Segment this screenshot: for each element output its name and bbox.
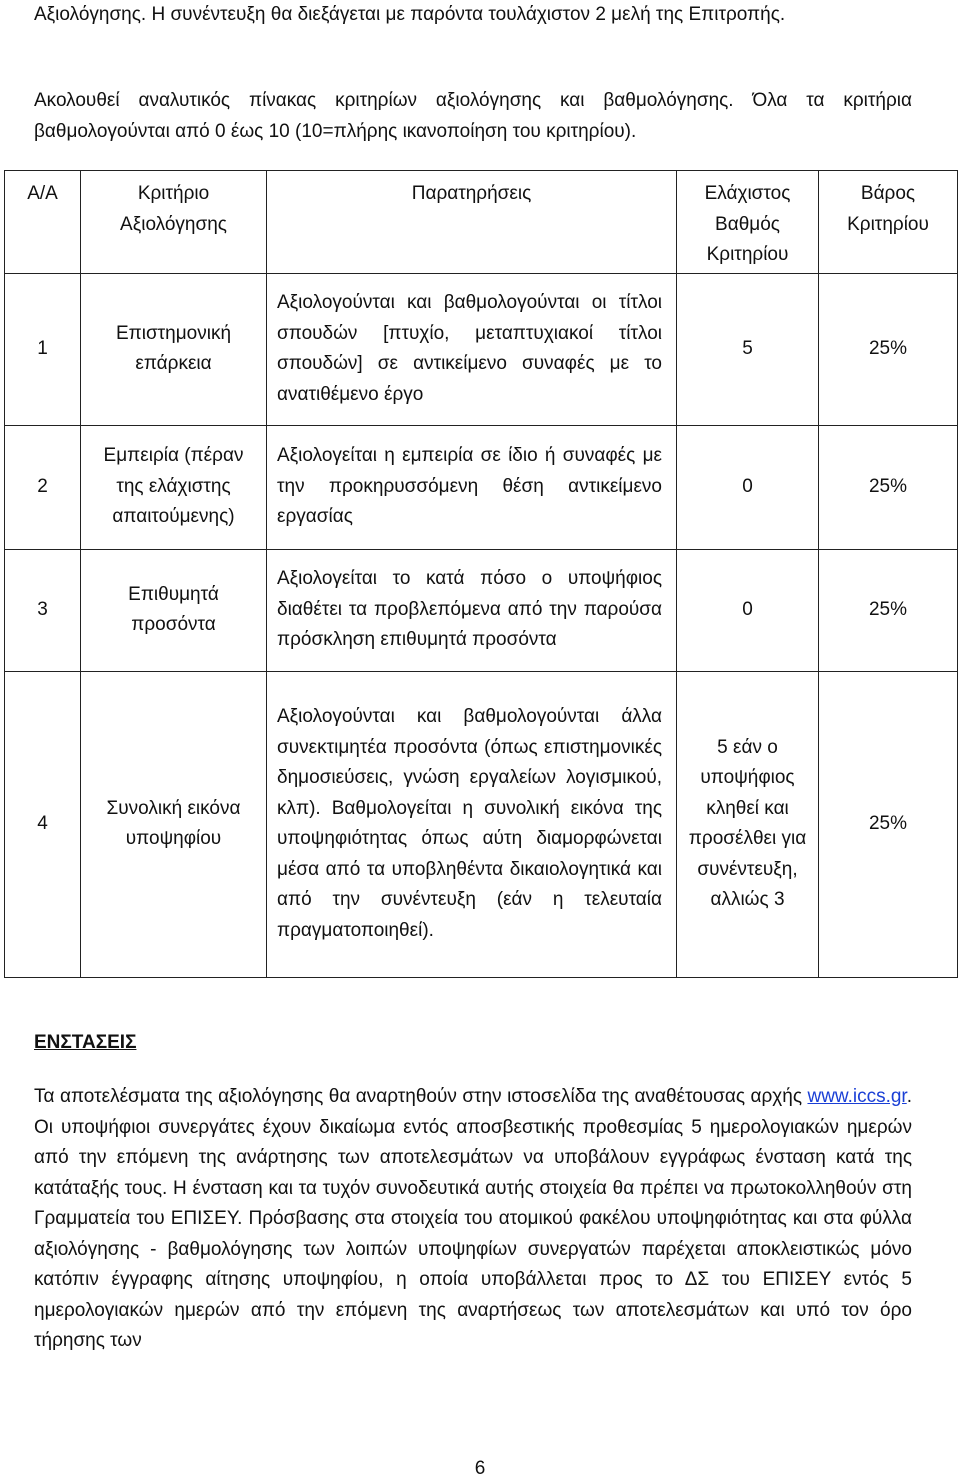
page-number: 6 — [474, 1458, 486, 1479]
row-weight: 25% — [819, 425, 958, 549]
row-min-score: 5 — [677, 273, 819, 425]
row-min-score: 0 — [677, 425, 819, 549]
row-weight: 25% — [819, 549, 958, 671]
table-row — [5, 425, 958, 549]
row-number: 3 — [5, 549, 81, 671]
row-number: 2 — [5, 425, 81, 549]
row-criterion: Εμπειρία (πέραν της ελάχιστης απαιτούμενης) — [81, 425, 267, 549]
objections-heading: ΕΝΣΤΑΣΕΙΣ — [34, 1032, 137, 1053]
row-notes: Αξιολογείται το κατά πόσο ο υποψήφιος διαθέτει τα προβλεπόμενα από την παρούσα πρόσκληση επιθυμητά προσόντα — [267, 549, 677, 671]
row-criterion: Επιθυμητά προσόντα — [81, 549, 267, 671]
intro-paragraph-1: Αξιολόγησης. Η συνέντευξη θα διεξάγεται με παρόντα τουλάχιστον 2 μελή της Επιτροπής. — [34, 4, 786, 25]
table-row — [5, 671, 958, 977]
row-notes: Αξιολογείται η εμπειρία σε ίδιο ή συναφές με την προκηρυσσόμενη θέση αντικείμενο εργασίας — [267, 425, 677, 549]
row-number: 1 — [5, 273, 81, 425]
iccs-website-link[interactable]: www.iccs.gr — [807, 1086, 907, 1107]
table-row — [5, 549, 958, 671]
criteria-table — [4, 170, 958, 978]
header-weight: Βάρος Κριτηρίου — [819, 171, 958, 274]
row-number: 4 — [5, 671, 81, 977]
objections-text-rest: . Οι υποψήφιοι συνεργάτες έχουν δικαίωμα εντός αποσβεστικής προθεσμίας 5 ημερολογιακών ημερών από την επόμενη της ανάρτησης των αποτελεσμάτων να υποβάλουν εγγράφως ένσταση κατά της κατάταξής τους. Η ένσταση και τα τυχόν συνοδευτικά αυτής στοιχεία θα πρέπει να πρωτοκολληθούν στη Γραμματεία του ΕΠΙΣΕΥ. Πρόσβασης στα στοιχεία του ατομικού φακέλου υποψηφιότητας και στα φύλλα αξιολόγησης - βαθμολόγησης των λοιπών υποψηφίων συνεργατών παρέχεται αποκλειστικώς μόνο κατόπιν έγγραφης αίτησης υποψηφίου, η οποία υποβάλλεται προς το ΔΣ του ΕΠΙΣΕΥ εντός 5 ημερολογιακών ημερών από την επόμενη της αναρτήσεως των αποτελεσμάτων και υπό τον όρο τήρησης των — [34, 1086, 912, 1351]
table-row — [5, 273, 958, 425]
header-min-score: Ελάχιστος Βαθμός Κριτηρίου — [677, 171, 819, 274]
header-notes: Παρατηρήσεις — [267, 171, 677, 274]
row-min-score: 5 εάν ο υποψήφιος κληθεί και προσέλθει για συνέντευξη, αλλιώς 3 — [677, 671, 819, 977]
row-weight: 25% — [819, 671, 958, 977]
objections-paragraph — [34, 1082, 912, 1357]
row-notes: Αξιολογούνται και βαθμολογούνται οι τίτλοι σπουδών [πτυχίο, μεταπτυχιακοί τίτλοι σπουδών] σε αντικείμενο συναφές με το ανατιθέμενο έργο — [267, 273, 677, 425]
table-header-row — [5, 171, 958, 274]
row-weight: 25% — [819, 273, 958, 425]
row-notes: Αξιολογούνται και βαθμολογούνται άλλα συνεκτιμητέα προσόντα (όπως επιστημονικές δημοσιεύσεις, γνώση εργαλείων λογισμικού, κλπ). Βαθμολογείται η συνολική εικόνα της υποψηφιότητας όπως αύτη διαμορφώνεται μέσα από τα υποβληθέντα δικαιολογητικά και από την συνέντευξη (εάν η τελευταία πραγματοποιηθεί). — [267, 671, 677, 977]
row-min-score: 0 — [677, 549, 819, 671]
row-criterion: Επιστημονική επάρκεια — [81, 273, 267, 425]
intro-paragraph-2: Ακολουθεί αναλυτικός πίνακας κριτηρίων αξιολόγησης και βαθμολόγησης. Όλα τα κριτήρια βαθμολογούνται από 0 έως 10 (10=πλήρης ικανοποίηση του κριτηρίου). — [34, 90, 912, 142]
row-criterion: Συνολική εικόνα υποψηφίου — [81, 671, 267, 977]
header-criterion: Κριτήριο Αξιολόγησης — [81, 171, 267, 274]
header-num: Α/Α — [5, 171, 81, 274]
objections-text-start: Τα αποτελέσματα της αξιολόγησης θα αναρτηθούν στην ιστοσελίδα της αναθέτουσας αρχής — [34, 1086, 808, 1107]
